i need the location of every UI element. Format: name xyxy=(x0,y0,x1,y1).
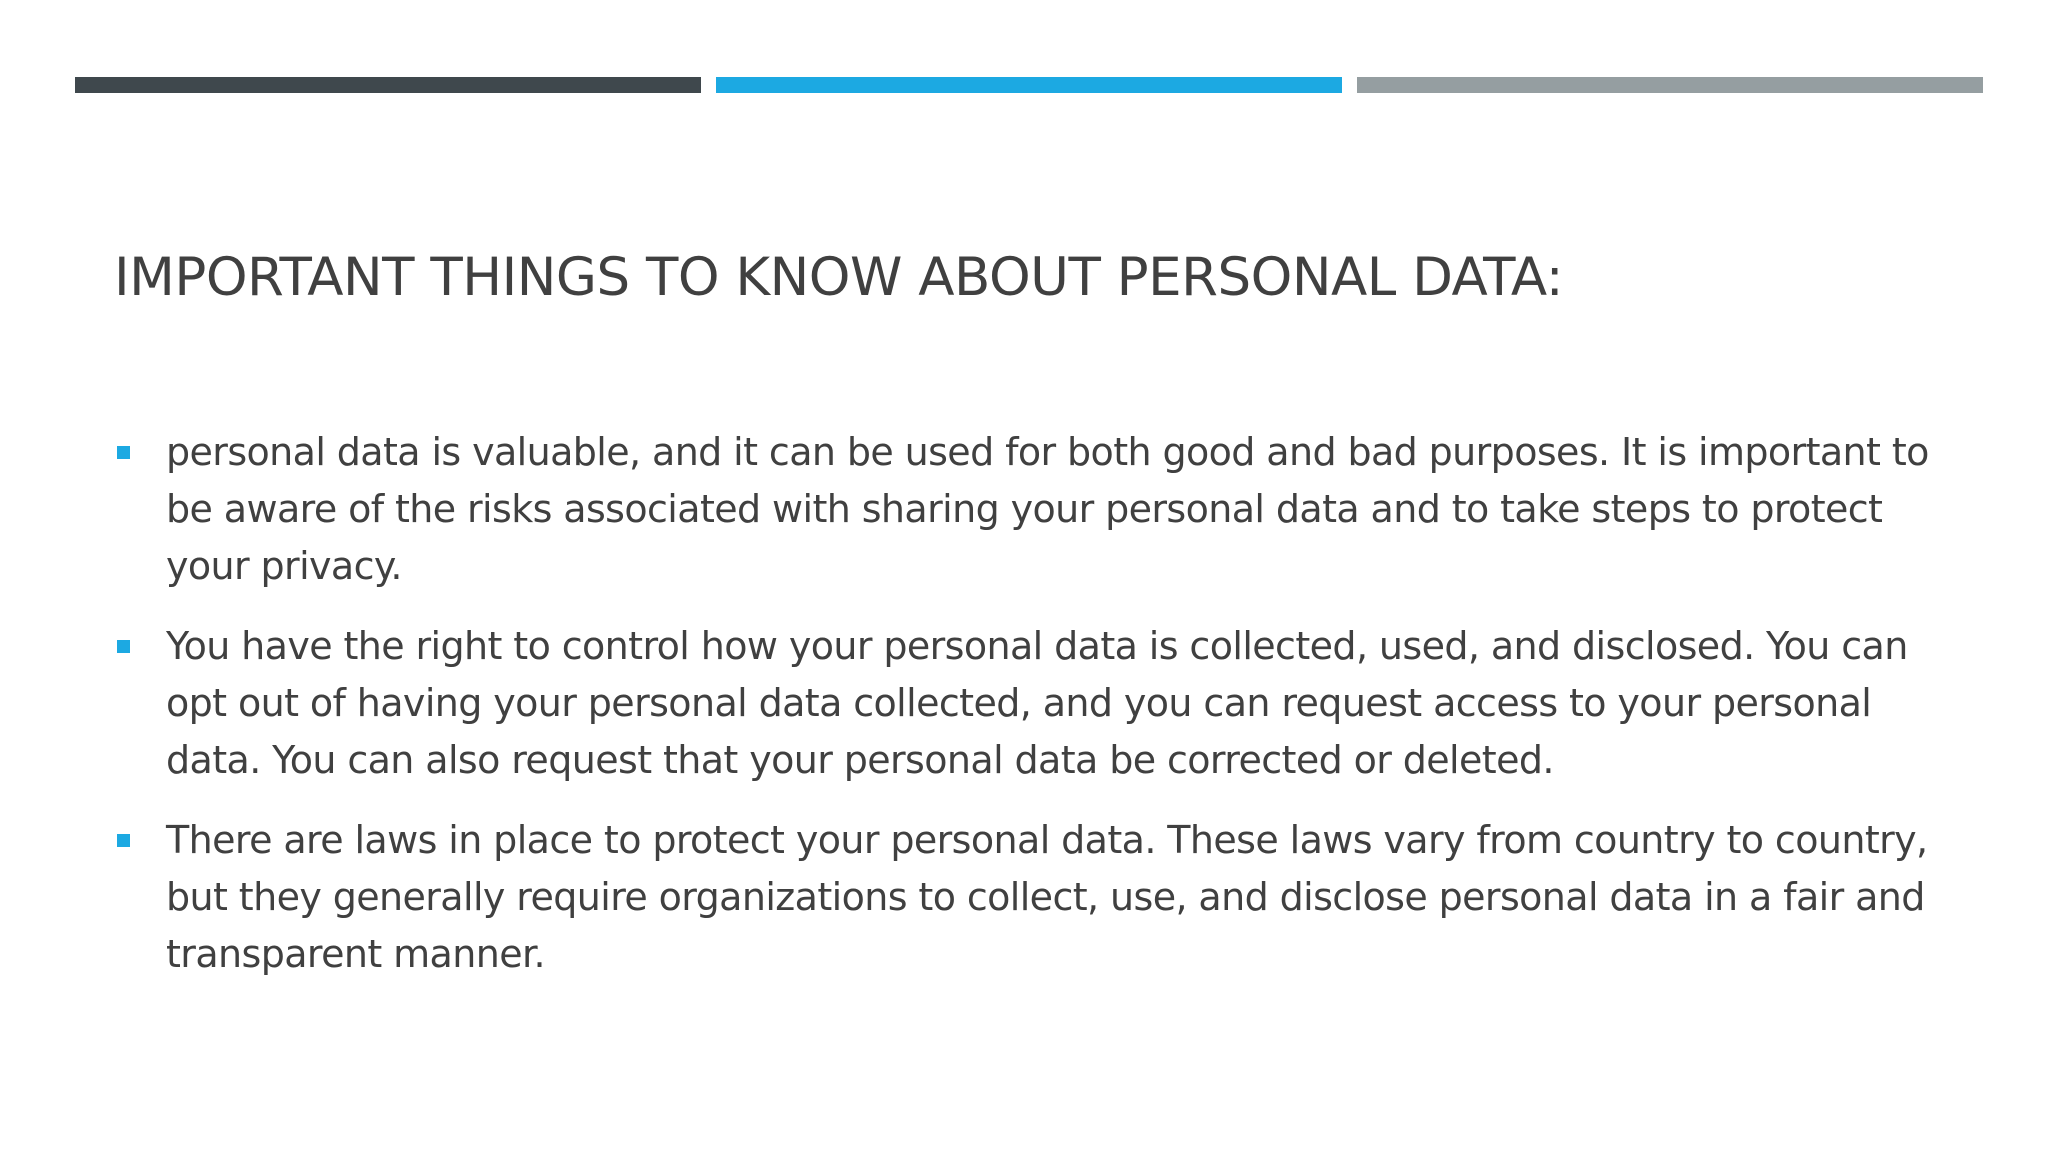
top-accent-bar-gray xyxy=(1357,77,1983,93)
top-accent-bar-dark xyxy=(75,77,701,93)
bullet-item xyxy=(114,812,1954,983)
square-bullet-icon xyxy=(117,640,130,653)
bullet-text: There are laws in place to protect your personal data. These laws vary from country to country, but they generally require organizations to collect, use, and disclose personal data in a fair and transparent manner. xyxy=(166,818,1928,976)
top-accent-bar-blue xyxy=(716,77,1342,93)
bullet-list xyxy=(114,424,1954,1006)
bullet-text: personal data is valuable, and it can be used for both good and bad purposes. It is important to be aware of the risks associated with sharing your personal data and to take steps to protect your privacy. xyxy=(166,430,1929,588)
slide-title: IMPORTANT THINGS TO KNOW ABOUT PERSONAL DATA: xyxy=(114,247,1564,308)
bullet-item xyxy=(114,618,1954,789)
bullet-item xyxy=(114,424,1954,595)
bullet-text: You have the right to control how your personal data is collected, used, and disclosed. You can opt out of having your personal data collected, and you can request access to your personal data. You can also request that your personal data be corrected or deleted. xyxy=(166,624,1908,782)
square-bullet-icon xyxy=(117,446,130,459)
square-bullet-icon xyxy=(117,834,130,847)
